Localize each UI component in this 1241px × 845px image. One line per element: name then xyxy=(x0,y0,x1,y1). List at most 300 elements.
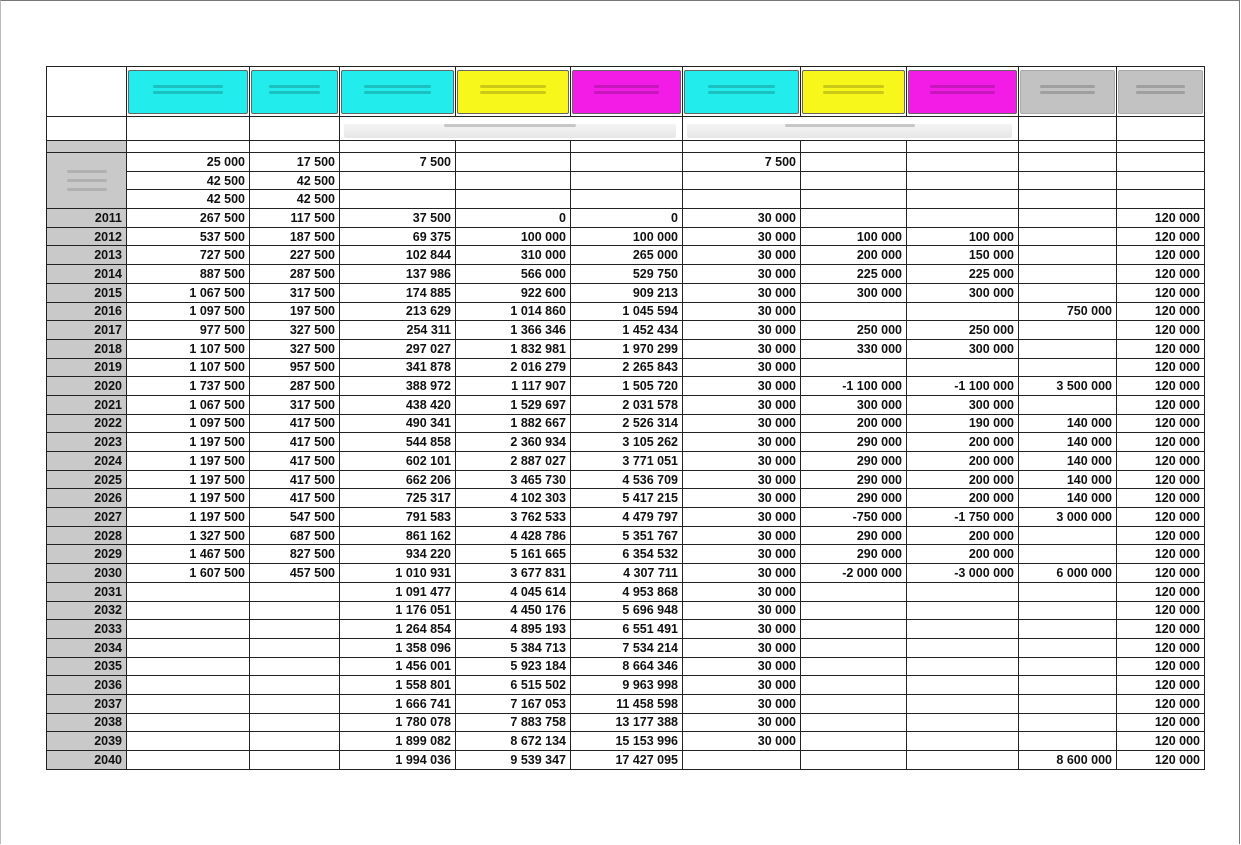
table-cell: 30 000 xyxy=(683,694,801,713)
year-cell: 2019 xyxy=(47,358,127,377)
table-cell: 120 000 xyxy=(1117,433,1205,452)
table-cell: 317 500 xyxy=(250,395,340,414)
table-cell: 290 000 xyxy=(801,489,907,508)
table-cell xyxy=(250,657,340,676)
table-cell: 7 534 214 xyxy=(571,638,683,657)
spacer-cell xyxy=(571,141,683,153)
table-cell: 1 737 500 xyxy=(127,377,250,396)
table-cell xyxy=(907,751,1019,770)
blurred-header-text xyxy=(269,85,320,88)
table-cell: 1 097 500 xyxy=(127,302,250,321)
spacer-cell xyxy=(801,141,907,153)
table-cell: 30 000 xyxy=(683,601,801,620)
table-cell xyxy=(456,190,571,209)
table-cell: 5 384 713 xyxy=(456,638,571,657)
table-cell xyxy=(907,582,1019,601)
year-cell: 2026 xyxy=(47,489,127,508)
table-cell: 330 000 xyxy=(801,339,907,358)
table-cell xyxy=(250,638,340,657)
table-cell: 120 000 xyxy=(1117,377,1205,396)
table-cell: 30 000 xyxy=(683,227,801,246)
table-cell xyxy=(1019,246,1117,265)
spacer-cell xyxy=(127,141,250,153)
year-cell: 2028 xyxy=(47,526,127,545)
table-cell xyxy=(907,676,1019,695)
table-cell: 120 000 xyxy=(1117,395,1205,414)
table-cell: -2 000 000 xyxy=(801,564,907,583)
table-cell: 1 529 697 xyxy=(456,395,571,414)
table-cell: 290 000 xyxy=(801,470,907,489)
table-cell: 290 000 xyxy=(801,545,907,564)
table-row xyxy=(47,395,1205,414)
table-row xyxy=(47,246,1205,265)
table-cell: 120 000 xyxy=(1117,414,1205,433)
table-cell: 120 000 xyxy=(1117,302,1205,321)
table-cell: 457 500 xyxy=(250,564,340,583)
table-cell: 1 970 299 xyxy=(571,339,683,358)
table-cell: 30 000 xyxy=(683,732,801,751)
year-cell: 2018 xyxy=(47,339,127,358)
table-cell: 300 000 xyxy=(907,339,1019,358)
table-cell: 537 500 xyxy=(127,227,250,246)
table-row xyxy=(47,564,1205,583)
header-row xyxy=(47,67,1205,117)
year-cell: 2040 xyxy=(47,751,127,770)
table-row xyxy=(47,526,1205,545)
table-cell: 200 000 xyxy=(907,545,1019,564)
table-cell: 662 206 xyxy=(340,470,456,489)
subheader-row xyxy=(47,117,1205,141)
year-cell: 2021 xyxy=(47,395,127,414)
table-cell xyxy=(571,153,683,172)
table-cell xyxy=(250,676,340,695)
spacer-cell xyxy=(250,141,340,153)
table-cell xyxy=(907,694,1019,713)
table-cell: 250 000 xyxy=(907,321,1019,340)
table-row xyxy=(47,339,1205,358)
table-cell: 227 500 xyxy=(250,246,340,265)
header-corner-cell xyxy=(47,67,127,117)
header-cell xyxy=(907,67,1019,117)
table-cell: 6 551 491 xyxy=(571,620,683,639)
table-row xyxy=(47,470,1205,489)
table-cell xyxy=(907,209,1019,228)
table-cell: 120 000 xyxy=(1117,246,1205,265)
table-cell: 544 858 xyxy=(340,433,456,452)
blurred-header-text xyxy=(594,91,658,94)
table-cell: 861 162 xyxy=(340,526,456,545)
table-cell xyxy=(907,638,1019,657)
table-cell: 42 500 xyxy=(250,171,340,190)
table-cell: 120 000 xyxy=(1117,227,1205,246)
table-cell: 1 107 500 xyxy=(127,358,250,377)
spacer-cell xyxy=(683,141,801,153)
year-cell: 2029 xyxy=(47,545,127,564)
subheader-cell xyxy=(1117,117,1205,141)
projection-table xyxy=(46,66,1205,770)
table-cell xyxy=(801,302,907,321)
table-cell: 2 265 843 xyxy=(571,358,683,377)
table-cell xyxy=(1019,582,1117,601)
table-cell: 1 117 907 xyxy=(456,377,571,396)
table-cell: 3 105 262 xyxy=(571,433,683,452)
table-cell: 120 000 xyxy=(1117,713,1205,732)
table-cell: 3 677 831 xyxy=(456,564,571,583)
table-row xyxy=(47,153,1205,172)
year-cell: 2035 xyxy=(47,657,127,676)
year-cell: 2017 xyxy=(47,321,127,340)
table-cell: 388 972 xyxy=(340,377,456,396)
table-cell: 120 000 xyxy=(1117,209,1205,228)
table-cell: 1 467 500 xyxy=(127,545,250,564)
year-cell: 2036 xyxy=(47,676,127,695)
table-row xyxy=(47,171,1205,190)
table-row xyxy=(47,620,1205,639)
table-cell xyxy=(1019,171,1117,190)
year-cell: 2030 xyxy=(47,564,127,583)
table-cell xyxy=(1019,265,1117,284)
table-cell: 300 000 xyxy=(801,283,907,302)
blurred-header-text xyxy=(364,91,431,94)
table-cell xyxy=(683,751,801,770)
subheader-cell xyxy=(683,117,1019,141)
table-cell: 200 000 xyxy=(907,526,1019,545)
subheader-cell xyxy=(250,117,340,141)
blurred-row-text xyxy=(67,170,107,173)
table-cell: 225 000 xyxy=(801,265,907,284)
table-cell xyxy=(907,153,1019,172)
table-cell: 2 360 934 xyxy=(456,433,571,452)
table-cell: 6 000 000 xyxy=(1019,564,1117,583)
table-cell xyxy=(801,676,907,695)
table-cell: 200 000 xyxy=(801,414,907,433)
year-cell: 2012 xyxy=(47,227,127,246)
subheader-cell xyxy=(127,117,250,141)
header-cell xyxy=(1019,67,1117,117)
table-cell xyxy=(801,153,907,172)
table-cell: 30 000 xyxy=(683,526,801,545)
table-cell: 1 505 720 xyxy=(571,377,683,396)
table-cell xyxy=(1019,676,1117,695)
table-cell xyxy=(127,638,250,657)
table-cell: 7 167 053 xyxy=(456,694,571,713)
table-cell xyxy=(801,713,907,732)
table-cell: 1 666 741 xyxy=(340,694,456,713)
spacer-cell xyxy=(1117,141,1205,153)
table-cell: 7 500 xyxy=(340,153,456,172)
table-cell: 30 000 xyxy=(683,302,801,321)
table-cell xyxy=(801,657,907,676)
table-cell: 1 045 594 xyxy=(571,302,683,321)
table-cell xyxy=(127,582,250,601)
table-cell: 1 176 051 xyxy=(340,601,456,620)
table-cell: 2 031 578 xyxy=(571,395,683,414)
blurred-row-label xyxy=(47,153,127,209)
table-cell: 120 000 xyxy=(1117,657,1205,676)
table-row xyxy=(47,265,1205,284)
table-cell: 30 000 xyxy=(683,676,801,695)
table-cell: 566 000 xyxy=(456,265,571,284)
table-cell: 15 153 996 xyxy=(571,732,683,751)
table-cell xyxy=(250,732,340,751)
table-cell xyxy=(127,620,250,639)
table-cell: 120 000 xyxy=(1117,321,1205,340)
table-cell: 30 000 xyxy=(683,470,801,489)
table-cell xyxy=(1019,358,1117,377)
table-cell: 30 000 xyxy=(683,508,801,527)
table-cell: 725 317 xyxy=(340,489,456,508)
spacer-cell xyxy=(47,141,127,153)
table-cell: 3 771 051 xyxy=(571,452,683,471)
table-cell: 200 000 xyxy=(801,246,907,265)
table-cell: 1 010 931 xyxy=(340,564,456,583)
table-cell: 327 500 xyxy=(250,339,340,358)
table-cell: 417 500 xyxy=(250,452,340,471)
table-cell: 120 000 xyxy=(1117,751,1205,770)
table-cell xyxy=(907,732,1019,751)
table-cell: 341 878 xyxy=(340,358,456,377)
table-cell: 1 452 434 xyxy=(571,321,683,340)
table-cell xyxy=(907,171,1019,190)
header-cell xyxy=(127,67,250,117)
table-cell: 290 000 xyxy=(801,526,907,545)
table-cell: 30 000 xyxy=(683,283,801,302)
table-cell: 9 539 347 xyxy=(456,751,571,770)
table-cell: 3 500 000 xyxy=(1019,377,1117,396)
table-row xyxy=(47,508,1205,527)
table-cell: 120 000 xyxy=(1117,265,1205,284)
table-cell: 120 000 xyxy=(1117,339,1205,358)
table-cell xyxy=(801,751,907,770)
table-cell: 8 664 346 xyxy=(571,657,683,676)
header-chip-cyan xyxy=(341,70,454,114)
table-cell: 140 000 xyxy=(1019,414,1117,433)
table-cell: 200 000 xyxy=(907,452,1019,471)
table-cell xyxy=(1019,732,1117,751)
table-cell: 602 101 xyxy=(340,452,456,471)
header-chip-gray xyxy=(1020,70,1115,114)
table-row xyxy=(47,358,1205,377)
table-cell: 5 417 215 xyxy=(571,489,683,508)
table-cell: 120 000 xyxy=(1117,526,1205,545)
table-cell: 187 500 xyxy=(250,227,340,246)
table-cell: 140 000 xyxy=(1019,433,1117,452)
table-cell: 150 000 xyxy=(907,246,1019,265)
table-cell: 17 500 xyxy=(250,153,340,172)
table-cell xyxy=(1117,190,1205,209)
table-cell xyxy=(801,732,907,751)
blurred-header-text xyxy=(480,85,546,88)
table-cell: 5 696 948 xyxy=(571,601,683,620)
table-cell: 438 420 xyxy=(340,395,456,414)
table-cell: 30 000 xyxy=(683,564,801,583)
table-cell: 1 366 346 xyxy=(456,321,571,340)
blurred-group-text xyxy=(785,124,915,127)
table-cell: 977 500 xyxy=(127,321,250,340)
table-cell xyxy=(571,171,683,190)
subheader-cell xyxy=(340,117,683,141)
year-cell: 2025 xyxy=(47,470,127,489)
table-cell: 4 895 193 xyxy=(456,620,571,639)
table-cell xyxy=(801,358,907,377)
table-cell: 310 000 xyxy=(456,246,571,265)
year-cell: 2015 xyxy=(47,283,127,302)
table-row xyxy=(47,713,1205,732)
table-cell: 1 327 500 xyxy=(127,526,250,545)
table-cell: 1 264 854 xyxy=(340,620,456,639)
table-cell: 17 427 095 xyxy=(571,751,683,770)
table-row xyxy=(47,638,1205,657)
table-cell: 102 844 xyxy=(340,246,456,265)
table-cell: 287 500 xyxy=(250,265,340,284)
table-cell: 290 000 xyxy=(801,452,907,471)
table-row xyxy=(47,414,1205,433)
header-cell xyxy=(456,67,571,117)
table-cell xyxy=(250,601,340,620)
header-chip-yellow xyxy=(802,70,905,114)
table-cell: 30 000 xyxy=(683,713,801,732)
table-cell: 4 307 711 xyxy=(571,564,683,583)
table-cell: -1 750 000 xyxy=(907,508,1019,527)
table-cell: 30 000 xyxy=(683,209,801,228)
table-cell: 30 000 xyxy=(683,433,801,452)
blurred-group-text xyxy=(444,124,577,127)
table-cell xyxy=(127,694,250,713)
table-cell xyxy=(1019,713,1117,732)
table-cell xyxy=(801,171,907,190)
year-cell: 2027 xyxy=(47,508,127,527)
table-cell xyxy=(571,190,683,209)
table-cell: 137 986 xyxy=(340,265,456,284)
blurred-header-text xyxy=(153,91,224,94)
table-cell: 317 500 xyxy=(250,283,340,302)
year-cell: 2011 xyxy=(47,209,127,228)
blurred-header-text xyxy=(1040,91,1096,94)
blurred-row-text xyxy=(67,179,107,182)
table-cell: 120 000 xyxy=(1117,452,1205,471)
table-cell: 791 583 xyxy=(340,508,456,527)
table-cell xyxy=(456,153,571,172)
table-cell xyxy=(801,694,907,713)
table-cell xyxy=(907,620,1019,639)
table-cell: 250 000 xyxy=(801,321,907,340)
table-cell xyxy=(907,190,1019,209)
table-cell xyxy=(1019,153,1117,172)
table-row xyxy=(47,751,1205,770)
table-cell: 69 375 xyxy=(340,227,456,246)
table-cell: 30 000 xyxy=(683,395,801,414)
table-cell: 30 000 xyxy=(683,414,801,433)
table-cell xyxy=(340,171,456,190)
table-cell: 140 000 xyxy=(1019,452,1117,471)
table-row xyxy=(47,545,1205,564)
table-cell: 8 600 000 xyxy=(1019,751,1117,770)
table-cell: 200 000 xyxy=(907,470,1019,489)
table-cell: 254 311 xyxy=(340,321,456,340)
table-cell: 42 500 xyxy=(127,171,250,190)
table-row xyxy=(47,302,1205,321)
header-chip-magenta xyxy=(908,70,1017,114)
year-cell: 2038 xyxy=(47,713,127,732)
table-cell: 1 558 801 xyxy=(340,676,456,695)
table-cell xyxy=(1019,395,1117,414)
table-cell xyxy=(801,582,907,601)
blurred-group-label xyxy=(687,124,1012,138)
year-cell: 2031 xyxy=(47,582,127,601)
table-cell: 140 000 xyxy=(1019,470,1117,489)
table-cell: 120 000 xyxy=(1117,564,1205,583)
table-cell: 529 750 xyxy=(571,265,683,284)
table-cell xyxy=(340,190,456,209)
table-cell: 300 000 xyxy=(801,395,907,414)
table-row xyxy=(47,321,1205,340)
table-cell: -750 000 xyxy=(801,508,907,527)
table-row xyxy=(47,657,1205,676)
table-cell: 4 450 176 xyxy=(456,601,571,620)
table-cell: 120 000 xyxy=(1117,489,1205,508)
table-cell: 2 016 279 xyxy=(456,358,571,377)
table-cell: 4 428 786 xyxy=(456,526,571,545)
subheader-cell xyxy=(1019,117,1117,141)
spacer-cell xyxy=(907,141,1019,153)
table-cell: 5 923 184 xyxy=(456,657,571,676)
table-cell xyxy=(801,620,907,639)
table-cell: 30 000 xyxy=(683,657,801,676)
table-cell: 42 500 xyxy=(127,190,250,209)
table-cell: 9 963 998 xyxy=(571,676,683,695)
header-cell xyxy=(571,67,683,117)
table-cell: 13 177 388 xyxy=(571,713,683,732)
table-cell: 11 458 598 xyxy=(571,694,683,713)
table-cell: 687 500 xyxy=(250,526,340,545)
table-cell: 1 097 500 xyxy=(127,414,250,433)
table-row xyxy=(47,283,1205,302)
table-cell xyxy=(907,657,1019,676)
year-cell: 2037 xyxy=(47,694,127,713)
table-cell xyxy=(1019,321,1117,340)
table-cell: 1 067 500 xyxy=(127,395,250,414)
subheader-cell xyxy=(47,117,127,141)
table-cell: 120 000 xyxy=(1117,358,1205,377)
table-cell: 1 882 667 xyxy=(456,414,571,433)
header-chip-magenta xyxy=(572,70,681,114)
table-cell: 30 000 xyxy=(683,321,801,340)
table-row xyxy=(47,377,1205,396)
header-chip-yellow xyxy=(457,70,569,114)
header-cell xyxy=(250,67,340,117)
table-cell: 3 465 730 xyxy=(456,470,571,489)
table-cell: 1 091 477 xyxy=(340,582,456,601)
header-cell xyxy=(1117,67,1205,117)
table-cell xyxy=(683,171,801,190)
table-cell: 0 xyxy=(571,209,683,228)
table-cell: 120 000 xyxy=(1117,732,1205,751)
table-cell xyxy=(456,171,571,190)
table-cell: 140 000 xyxy=(1019,489,1117,508)
table-cell: 174 885 xyxy=(340,283,456,302)
header-chip-cyan xyxy=(128,70,248,114)
table-cell: -3 000 000 xyxy=(907,564,1019,583)
table-cell: 120 000 xyxy=(1117,545,1205,564)
header-chip-cyan xyxy=(684,70,799,114)
blurred-header-text xyxy=(708,85,776,88)
table-cell: 957 500 xyxy=(250,358,340,377)
year-cell: 2024 xyxy=(47,452,127,471)
table-cell: 827 500 xyxy=(250,545,340,564)
blurred-row-text xyxy=(67,188,107,191)
table-cell: 1 197 500 xyxy=(127,508,250,527)
table-cell: 300 000 xyxy=(907,395,1019,414)
